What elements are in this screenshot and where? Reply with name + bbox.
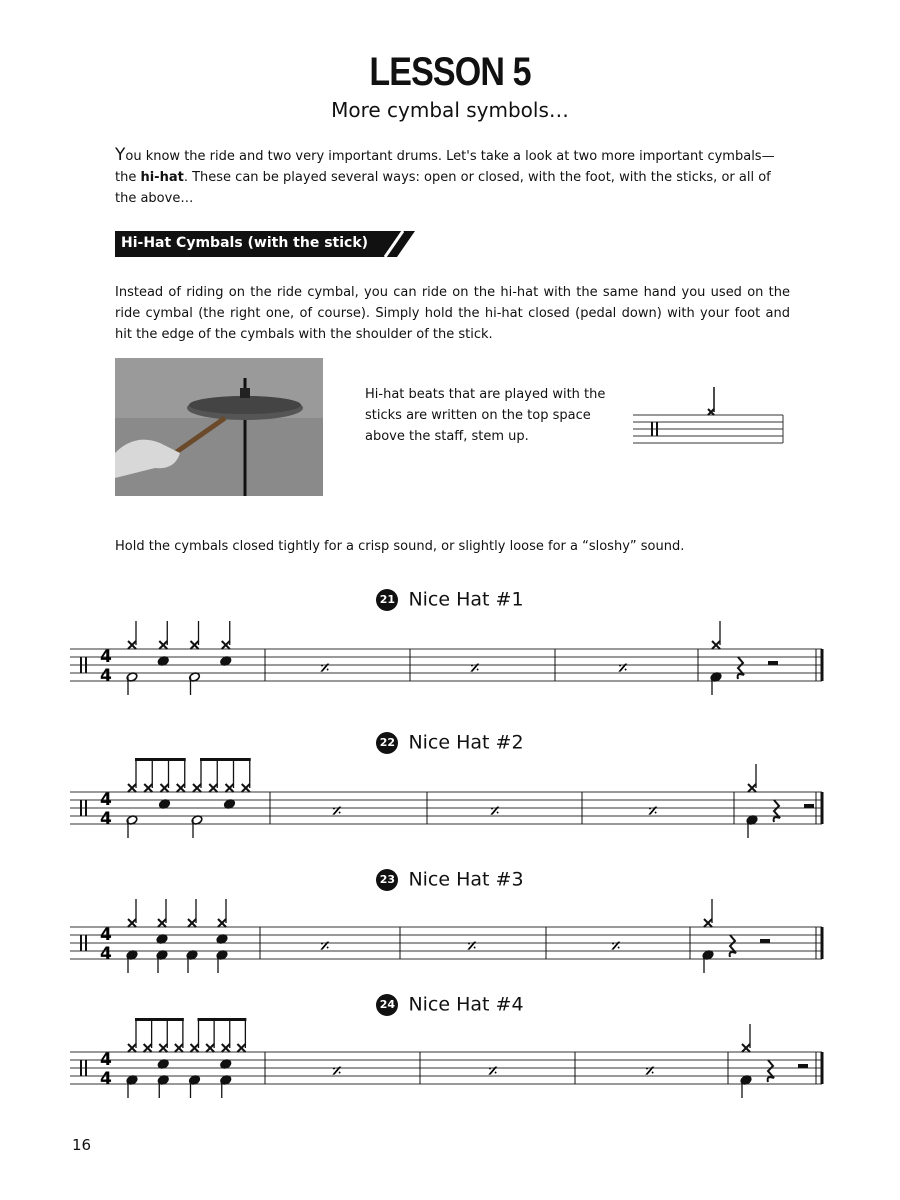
percussion-clef [85,657,87,673]
quarter-rest [774,800,780,822]
hihat-photo [115,358,323,496]
time-signature-top: 4 [100,925,112,945]
percussion-clef [85,1060,87,1076]
time-signature-top: 4 [100,790,112,810]
staff-example-4 [70,1018,840,1098]
track-number-icon: 22 [376,732,398,754]
repeat-measure-1: 𝄎 [332,799,342,823]
half-rest [760,939,770,943]
page-title: LESSON 5 [369,50,531,94]
notes-measure-1 [126,899,770,973]
beam [198,1018,247,1021]
example-label: Nice Hat #4 [408,993,524,1016]
repeat-measure-2: 𝄎 [490,799,500,823]
hihat-notation-example [633,385,788,451]
intro-text: ou know the ride and two very important drums. Let's take a look at two more important cymbals—the [115,149,775,185]
quarter-rest [768,1060,774,1082]
repeat-measure-3: 𝄎 [618,656,628,680]
repeat-measure-1: 𝄎 [320,656,330,680]
time-signature-bottom: 4 [100,809,112,829]
hihat-caption: Hi-hat beats that are played with the sticks are written on the top space above the staff, stem up. [365,387,606,444]
hihat-photo-drawing [115,358,323,496]
beam [135,1018,184,1021]
notes-measure-1 [126,1018,808,1098]
track-number-icon: 24 [376,994,398,1016]
intro-dropcap: Y [115,145,126,165]
repeat-measure-3: 𝄎 [611,934,621,958]
example-title-4 [0,993,900,1016]
page-number: 16 [72,1136,92,1154]
percussion-clef [80,935,82,951]
repeat-measure-2: 𝄎 [488,1059,498,1083]
beam [135,758,186,761]
staff-lines [70,649,822,681]
time-signature-bottom: 4 [100,666,112,686]
staff-example-1 [70,615,840,695]
track-number-icon: 21 [376,589,398,611]
time-signature-top: 4 [100,1050,112,1070]
half-rest [768,661,778,665]
time-signature-bottom: 4 [100,1069,112,1089]
percussion-clef [85,935,87,951]
intro-bold-term: hi-hat [140,170,184,185]
beam [200,758,251,761]
staff-example-3 [70,893,840,973]
intro-text-2: . These can be played several ways: open or closed, with the foot, with the sticks, or all of the above… [115,170,771,206]
repeat-measure-2: 𝄎 [467,934,477,958]
repeat-measure-1: 𝄎 [332,1059,342,1083]
example-title-3 [0,868,900,891]
intro-paragraph [115,145,790,209]
section-heading-tab [115,231,415,257]
quarter-rest [730,935,736,957]
percussion-clef [80,800,82,816]
repeat-measure-1: 𝄎 [320,934,330,958]
hihat-paragraph: Instead of riding on the ride cymbal, you can ride on the hi-hat with the same hand you used on the ride cymbal (the right one, of course). Simply hold the hi-hat closed (pedal down) with your foot and hit the edge of the cymbals with the shoulder of the stick. [115,285,790,342]
example-label: Nice Hat #2 [408,731,524,754]
percussion-clef [85,800,87,816]
percussion-clef [80,657,82,673]
example-label: Nice Hat #3 [408,868,524,891]
section-heading: Hi-Hat Cymbals (with the stick) [121,235,369,251]
example-title-2 [0,731,900,754]
staff-lines [70,1052,822,1084]
half-rest [798,1064,808,1068]
half-rest [804,804,814,808]
staff-lines [70,792,822,824]
repeat-measure-2: 𝄎 [470,656,480,680]
hold-instruction: Hold the cymbals closed tightly for a crisp sound, or slightly loose for a “sloshy” sound. [115,539,685,554]
repeat-measure-3: 𝄎 [645,1059,655,1083]
notes-measure-1 [126,758,814,838]
time-signature-bottom: 4 [100,944,112,964]
time-signature-top: 4 [100,647,112,667]
track-number-icon: 23 [376,869,398,891]
quarter-rest [738,657,744,679]
example-title-1 [0,588,900,611]
notes-measure-1 [126,621,778,695]
percussion-clef [80,1060,82,1076]
example-label: Nice Hat #1 [408,588,524,611]
page-subtitle: More cymbal symbols… [331,98,569,122]
staff-example-2 [70,758,840,838]
repeat-measure-3: 𝄎 [648,799,658,823]
